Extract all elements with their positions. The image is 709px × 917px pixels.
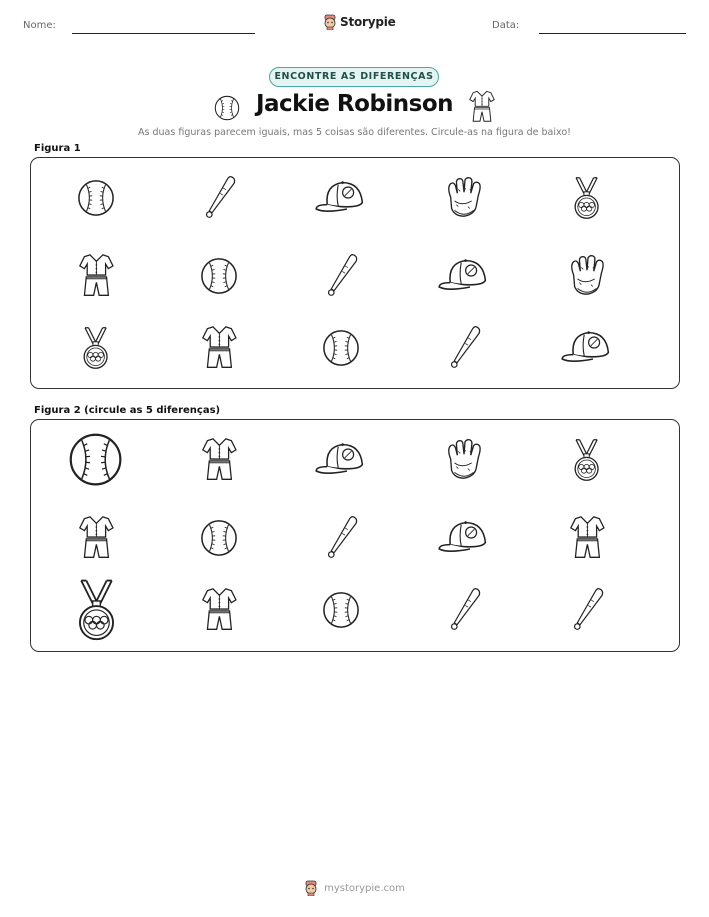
uniform-icon[interactable] [174,425,264,495]
baseball-icon[interactable] [51,425,141,495]
bat-icon[interactable] [174,163,264,233]
uniform-icon[interactable] [174,575,264,645]
baseball-icon[interactable] [51,163,141,233]
medal-icon[interactable] [51,313,141,383]
figure2-label: Figura 2 (circule as 5 diferenças) [34,405,221,416]
brand-logo [323,14,396,30]
medal-icon[interactable] [542,163,632,233]
instructions: As duas figuras parecem iguais, mas 5 coisas são diferentes. Circule-as na figura de baixo! [138,127,571,138]
baseball-icon[interactable] [296,575,386,645]
figure1-label: Figura 1 [34,143,81,154]
uniform-icon[interactable] [542,503,632,573]
glove-icon[interactable] [419,425,509,495]
uniform-icon [468,90,496,128]
bat-icon[interactable] [296,241,386,311]
name-label: Nome: [23,20,56,31]
glove-icon[interactable] [419,163,509,233]
figure2-panel [30,419,680,652]
date-field[interactable] [539,33,686,34]
bat-icon[interactable] [419,575,509,645]
storypie-mascot-icon [304,880,318,896]
baseball-icon[interactable] [174,503,264,573]
activity-badge: ENCONTRE AS DIFERENÇAS [269,67,439,87]
cap-icon[interactable] [296,425,386,495]
baseball-icon[interactable] [174,241,264,311]
cap-icon[interactable] [419,503,509,573]
page-title: Jackie Robinson [255,91,454,117]
cap-icon[interactable] [542,313,632,383]
footer-url[interactable]: mystorypie.com [324,882,405,894]
uniform-icon[interactable] [51,503,141,573]
medal-icon[interactable] [51,575,141,645]
brand-name: Storypie [340,15,396,29]
medal-icon[interactable] [542,425,632,495]
name-field[interactable] [72,33,255,34]
storypie-mascot-icon [323,14,337,30]
bat-icon[interactable] [419,313,509,383]
figure1-panel [30,157,680,389]
uniform-icon[interactable] [174,313,264,383]
baseball-icon[interactable] [296,313,386,383]
glove-icon[interactable] [542,241,632,311]
date-label: Data: [492,20,520,31]
cap-icon[interactable] [296,163,386,233]
bat-icon[interactable] [542,575,632,645]
cap-icon[interactable] [419,241,509,311]
uniform-icon[interactable] [51,241,141,311]
bat-icon[interactable] [296,503,386,573]
footer [0,880,709,896]
